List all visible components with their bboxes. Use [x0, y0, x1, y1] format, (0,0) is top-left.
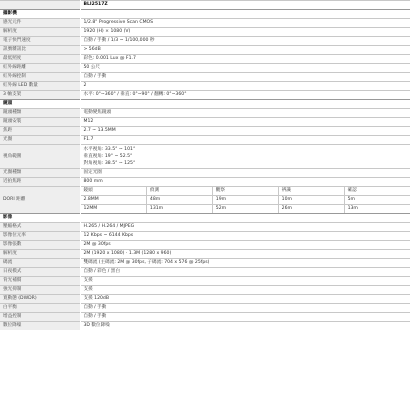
dori-header-row	[81, 187, 410, 196]
spec-row	[0, 91, 410, 100]
spec-row	[0, 127, 410, 136]
section-header	[0, 10, 410, 19]
spec-row	[0, 304, 410, 313]
dori-data-row	[81, 205, 410, 214]
spec-row	[0, 145, 410, 169]
spec-value: F1.7	[80, 136, 410, 145]
spec-value: 2.7 ~ 13.5MM	[80, 127, 410, 136]
dori-header: 辨識	[278, 187, 344, 196]
model-name: BLI2517Z	[80, 1, 410, 10]
spec-row	[0, 241, 410, 250]
spec-value: 2M @ 30fps	[80, 241, 410, 250]
spec-row	[0, 250, 410, 259]
spec-value: 支援	[80, 277, 410, 286]
spec-label: 近拍焦距	[0, 178, 80, 187]
spec-value: 50 公尺	[80, 64, 410, 73]
dori-header: 偵測	[146, 187, 212, 196]
spec-label: 碼流	[0, 259, 80, 268]
section-title: 影像	[0, 214, 410, 223]
spec-row	[0, 118, 410, 127]
spec-row	[0, 82, 410, 91]
spec-label: 紅外線 LED 數量	[0, 82, 80, 91]
spec-label: 背光補償	[0, 277, 80, 286]
dori-value: 52m	[212, 205, 278, 214]
spec-value-line: 水平視角: 33.5° ~ 101°	[83, 147, 136, 152]
spec-label: 紅外線控制	[0, 73, 80, 82]
spec-label: 日夜模式	[0, 268, 80, 277]
dori-row	[0, 187, 410, 214]
spec-value: 支援 120dB	[80, 295, 410, 304]
spec-row	[0, 136, 410, 145]
spec-value: 2M (1920 x 1080) · 1.3M (1280 x 960)	[80, 250, 410, 259]
dori-table	[81, 187, 410, 213]
spec-label: 焦距	[0, 127, 80, 136]
spec-value: H.265 / H.264 / MJPEG	[80, 223, 410, 232]
spec-label: 壓縮格式	[0, 223, 80, 232]
dori-header: 鏡頭	[83, 188, 93, 193]
dori-value: 19m	[212, 196, 278, 205]
spec-value: 自動 / 彩色 / 黑白	[80, 268, 410, 277]
section-title: 鏡頭	[0, 100, 410, 109]
spec-label: 訊號雜訊比	[0, 46, 80, 55]
spec-value: 支援	[80, 286, 410, 295]
spec-value: 電動變焦鏡頭	[80, 109, 410, 118]
model-row	[0, 1, 410, 10]
spec-value: 固定光圈	[80, 169, 410, 178]
dori-header: 觀察	[212, 187, 278, 196]
spec-value: 自動 / 手動 / 1/3 ~ 1/100,000 秒	[80, 37, 410, 46]
spec-label: 紅外線距離	[0, 64, 80, 73]
spec-value: 自動 / 手動	[80, 313, 410, 322]
spec-row	[0, 73, 410, 82]
spec-value: 彩色: 0.001 Lux @ F1.7	[80, 55, 410, 64]
spec-value-line: 垂直視角: 19° ~ 52.5°	[83, 154, 133, 159]
spec-value: 自動 / 手動	[80, 304, 410, 313]
section-header	[0, 100, 410, 109]
spec-label: 解析度	[0, 28, 80, 37]
spec-label: 感光元件	[0, 19, 80, 28]
spec-value: 2	[80, 82, 410, 91]
dori-value: 131m	[146, 205, 212, 214]
spec-label: 數位降噪	[0, 322, 80, 331]
spec-value: > 56dB	[80, 46, 410, 55]
spec-label: 最低照度	[0, 55, 80, 64]
spec-value: 1/2.8" Progressive Scan CMOS	[80, 19, 410, 28]
spec-row	[0, 37, 410, 46]
spec-row	[0, 322, 410, 331]
spec-label: 解析度	[0, 250, 80, 259]
spec-label: 影像位元率	[0, 232, 80, 241]
dori-value: 13m	[344, 205, 410, 214]
dori-value: 48m	[146, 196, 212, 205]
spec-label: 寬動態 (DWDR)	[0, 295, 80, 304]
spec-label: 強光抑制	[0, 286, 80, 295]
spec-row	[0, 223, 410, 232]
model-label-cell	[0, 1, 80, 10]
spec-value-multiline	[80, 145, 410, 169]
spec-row	[0, 313, 410, 322]
spec-row	[0, 109, 410, 118]
spec-row	[0, 232, 410, 241]
spec-label: 電子快門速度	[0, 37, 80, 46]
spec-value: 3D 數位降噪	[80, 322, 410, 331]
spec-row	[0, 28, 410, 37]
spec-row	[0, 268, 410, 277]
spec-label: 光圈	[0, 136, 80, 145]
spec-row	[0, 64, 410, 73]
spec-label: 影像張數	[0, 241, 80, 250]
section-title: 攝影機	[0, 10, 410, 19]
spec-row	[0, 55, 410, 64]
dori-value: 5m	[344, 196, 410, 205]
dori-data-row	[81, 196, 410, 205]
spec-row	[0, 178, 410, 187]
dori-value: 10m	[278, 196, 344, 205]
spec-value: 800 mm	[80, 178, 410, 187]
dori-value: 26m	[278, 205, 344, 214]
spec-label: 鏡頭種類	[0, 109, 80, 118]
spec-row	[0, 169, 410, 178]
spec-value: 1920 (H) × 1080 (V)	[80, 28, 410, 37]
spec-value-line: 對角視角: 38.5° ~ 125°	[83, 161, 136, 166]
spec-label: DORI 距離	[0, 187, 80, 214]
dori-header: 確認	[344, 187, 410, 196]
spec-row	[0, 277, 410, 286]
spec-row	[0, 259, 410, 268]
spec-value: 12 Kbps ~ 6144 Kbps	[80, 232, 410, 241]
dori-value: 12MM	[81, 205, 147, 214]
spec-label: 白平衡	[0, 304, 80, 313]
spec-label: 視角範圍	[0, 145, 80, 169]
spec-value: 水平: 0°~360° / 垂直: 0°~90° / 翻轉: 0°~360°	[80, 91, 410, 100]
spec-value: M12	[80, 118, 410, 127]
spec-value: 自動 / 手動	[80, 73, 410, 82]
spec-row	[0, 295, 410, 304]
spec-row	[0, 19, 410, 28]
spec-row	[0, 286, 410, 295]
dori-cell	[80, 187, 410, 214]
spec-label: 鏡頭安裝	[0, 118, 80, 127]
spec-label: 光圈種類	[0, 169, 80, 178]
spec-label: 增益控制	[0, 313, 80, 322]
dori-value: 2.8MM	[81, 196, 147, 205]
spec-value: 雙碼流 (主碼流: 2M @ 30fps, 子碼流: 704 x 576 @ 25fps)	[80, 259, 410, 268]
spec-row	[0, 46, 410, 55]
section-header	[0, 214, 410, 223]
spec-label: 3 軸支架	[0, 91, 80, 100]
